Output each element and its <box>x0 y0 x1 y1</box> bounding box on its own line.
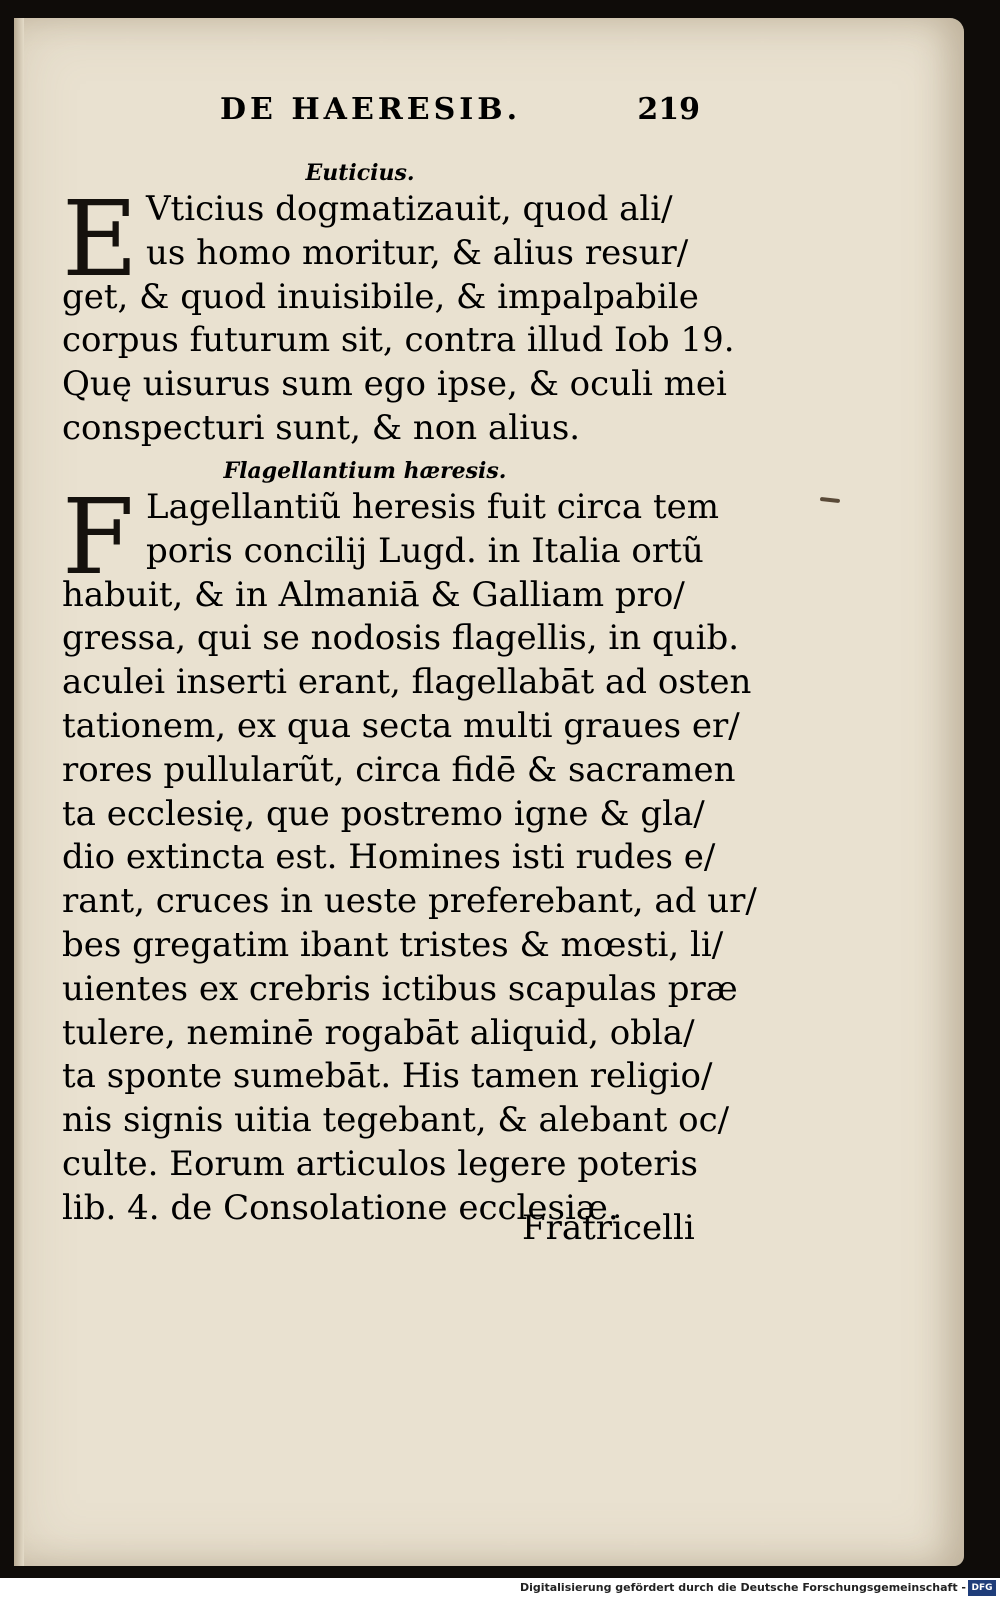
catchword: Fratricelli <box>522 1208 695 1248</box>
text-line: tationem, ex qua secta multi graues er/ <box>62 705 740 746</box>
page-number: 219 <box>637 92 700 127</box>
text-line: ta ecclesię, que postremo igne & gla/ <box>62 793 705 834</box>
paragraph-flagellantium <box>62 476 757 1231</box>
drop-cap: F <box>62 476 135 598</box>
text-line: culte. Eorum articulos legere poteris <box>62 1143 698 1184</box>
running-head-title: DE HAERESIB. <box>220 92 522 127</box>
text-line: aculei inserti erant, flagellabāt ad osten <box>62 662 752 703</box>
text-line: Quę uisurus sum ego ipse, & oculi mei <box>62 364 727 405</box>
text-line: Lagellantiũ heresis fuit circa tem <box>146 487 720 527</box>
running-head <box>220 92 700 132</box>
text-line: rant, cruces in ueste preferebant, ad ur/ <box>62 881 757 922</box>
text-line: conspecturi sunt, & non alius. <box>62 407 581 448</box>
text-line: habuit, & in Almaniā & Galliam pro/ <box>62 574 685 615</box>
text-line: rores pullularũt, circa fidē & sacramen <box>62 749 736 790</box>
section-heading-flagellantium: Flagellantium hæresis. <box>223 458 507 484</box>
dfg-logo: DFG <box>968 1580 996 1596</box>
text-line: dio extincta est. Homines isti rudes e/ <box>62 837 716 878</box>
text-line: gressa, qui se nodosis flagellis, in quib. <box>62 618 740 659</box>
paragraph-euticius <box>62 178 735 451</box>
text-line: ta sponte sumebāt. His tamen religio/ <box>62 1056 713 1097</box>
text-line: lib. 4. de Consolatione ecclesiæ. <box>62 1187 619 1228</box>
digitization-credit: Digitalisierung gefördert durch die Deutsche Forschungsgemeinschaft - <box>519 1581 966 1594</box>
text-line: corpus futurum sit, contra illud Iob 19. <box>62 320 735 361</box>
text-line: Vticius dogmatizauit, quod ali/ <box>146 189 673 229</box>
text-line: us homo moritur, & alius resur/ <box>146 232 689 273</box>
text-line: bes gregatim ibant tristes & mœsti, li/ <box>62 924 724 965</box>
text-line: tulere, neminē rogabāt aliquid, obla/ <box>62 1012 695 1053</box>
drop-cap: E <box>62 178 138 300</box>
text-line: get, & quod inuisibile, & impalpabile <box>62 276 699 317</box>
text-line: uientes ex crebris ictibus scapulas præ <box>62 968 738 1009</box>
page-gutter-edge <box>14 18 24 1566</box>
text-line: nis signis uitia tegebant, & alebant oc/ <box>62 1100 730 1141</box>
text-line: poris concilij Lugd. in Italia ortũ <box>146 530 704 571</box>
section-heading-euticius: Euticius. <box>305 160 415 186</box>
